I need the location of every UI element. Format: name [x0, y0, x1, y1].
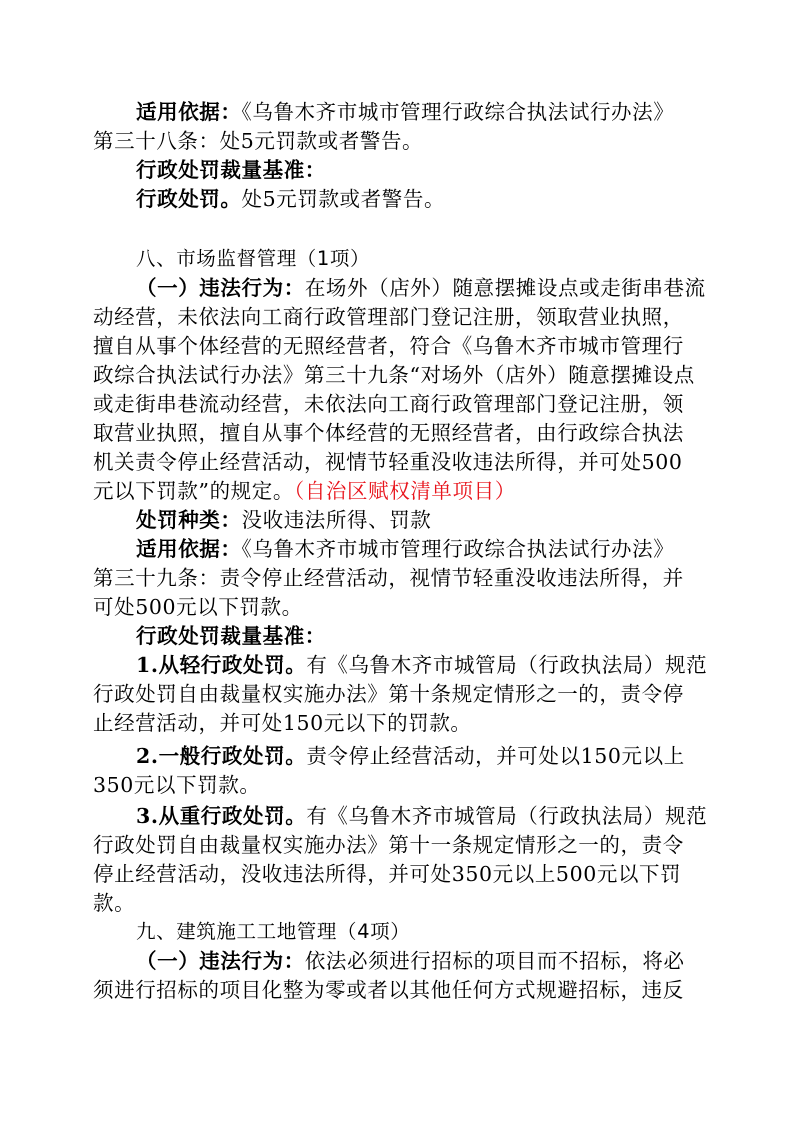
penalty-standard-label: 行政处罚裁量基准： [136, 158, 326, 182]
standard-3-line-1 [136, 802, 708, 830]
standard-1-line-2: 行政处罚自由裁量权实施办法》第十条规定情形之一的，责令停 [93, 682, 684, 706]
penalty-type-label: 处罚种类： [136, 508, 242, 532]
violation-text-end: 元以下罚款”的规定。 [93, 479, 294, 503]
construction-violation-label: （一）违法行为： [136, 949, 305, 973]
standard-2-text: 责令停止经营活动，并可处以150元以上 [306, 744, 685, 768]
standard-2-line-2: 350元以下罚款。 [93, 773, 261, 797]
legal-basis-line-2: 第三十九条：责令停止经营活动，视情节轻重没收违法所得，并 [93, 566, 684, 590]
violation-line-1 [136, 274, 705, 302]
legal-basis-line-3: 可处500元以下罚款。 [93, 595, 303, 619]
section-heading-market: 八、市场监督管理（1项） [136, 247, 371, 270]
penalty-text: 处5元罚款或者警告。 [241, 187, 446, 211]
violation-text: 在场外（店外）随意摆摊设点或走街串巷流 [304, 276, 706, 300]
basis-label: 适用依据： [136, 100, 242, 124]
standard-1-text: 有《乌鲁木齐市城管局（行政执法局）规范 [306, 653, 708, 677]
basis-text: 《乌鲁木齐市城市管理行政综合执法试行办法》 [241, 100, 675, 124]
penalty-label: 行政处罚。 [136, 187, 242, 211]
construction-violation-text: 依法必须进行招标的项目而不招标，将必 [304, 949, 685, 973]
violation-label: （一）违法行为： [136, 276, 305, 300]
legal-basis-label: 适用依据： [136, 537, 242, 561]
violation-line-2: 动经营，未依法向工商行政管理部门登记注册，领取营业执照， [93, 305, 684, 329]
construction-violation-line-1 [136, 947, 705, 975]
violation-line-4: 政综合执法试行办法》第三十九条“对场外（店外）随意摆摊设点 [93, 363, 695, 387]
standard-1-label: 1.从轻行政处罚。 [136, 653, 307, 677]
standard-3-line-2: 行政处罚自由裁量权实施办法》第十一条规定情形之一的，责令 [93, 833, 684, 857]
standard-1-line-1 [136, 651, 708, 679]
penalty-type-line [136, 506, 705, 534]
legal-basis-line-1 [136, 535, 705, 563]
discretion-standard-label: 行政处罚裁量基准： [136, 624, 326, 648]
standard-3-line-3: 停止经营活动，没收违法所得，并可处350元以上500元以下罚 [93, 862, 682, 886]
standard-2-label: 2.一般行政处罚。 [136, 744, 307, 768]
standard-3-label: 3.从重行政处罚。 [136, 804, 307, 828]
penalty-type-text: 没收违法所得、罚款 [241, 508, 432, 532]
basis-line [136, 98, 705, 126]
violation-line-3: 擅自从事个体经营的无照经营者，符合《乌鲁木齐市城市管理行 [93, 334, 684, 358]
penalty-line [136, 185, 705, 213]
violation-line-6: 取营业执照，擅自从事个体经营的无照经营者，由行政综合执法 [93, 421, 684, 445]
section-heading-construction: 九、建筑施工工地管理（4项） [136, 920, 411, 943]
construction-violation-line-2: 须进行招标的项目化整为零或者以其他任何方式规避招标，违反 [93, 978, 684, 1002]
legal-basis-text: 《乌鲁木齐市城市管理行政综合执法试行办法》 [241, 537, 675, 561]
violation-line-8 [93, 477, 705, 505]
basis-continuation: 第三十八条：处5元罚款或者警告。 [93, 129, 424, 153]
standard-3-text: 有《乌鲁木齐市城管局（行政执法局）规范 [306, 804, 708, 828]
authorization-note: （自治区赋权清单项目） [293, 479, 516, 503]
violation-line-5: 或走街串巷流动经营，未依法向工商行政管理部门登记注册，领 [93, 392, 684, 416]
standard-3-line-4: 款。 [93, 891, 136, 915]
standard-1-line-3: 止经营活动，并可处150元以下的罚款。 [93, 711, 472, 735]
standard-2-line-1 [136, 742, 705, 770]
violation-line-7: 机关责令停止经营活动，视情节轻重没收违法所得，并可处500 [93, 450, 683, 474]
